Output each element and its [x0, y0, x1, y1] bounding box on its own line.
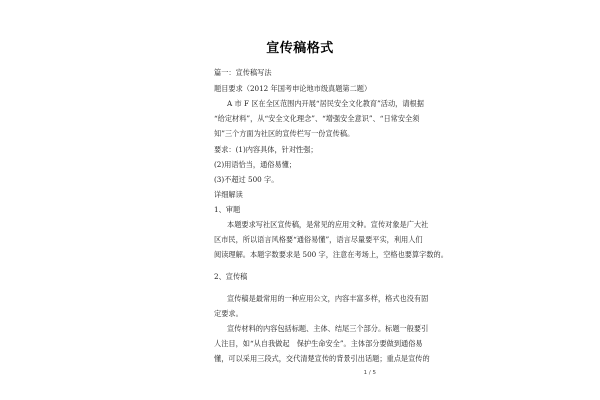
requirement-line: (3)不超过 500 字。: [214, 175, 279, 184]
paragraph-line: 本题要求写社区宣传稿，是常见的应用文种。宣传对象是广大社: [227, 220, 429, 229]
document-title: 宣传稿格式: [266, 41, 334, 56]
paragraph-line: 知”三个方面为社区的宣传栏写一份宣传稿。: [214, 129, 355, 138]
question-title: 题目要求（2012 年国考申论地市级真题第二题）: [214, 84, 372, 93]
paragraph-line: 人注目，如“从自我做起 保护生命安全”。主体部分要做到通俗易: [214, 339, 423, 348]
requirement-line: (2)用语恰当，通俗易懂；: [214, 160, 297, 169]
paragraph-line: “给定材料”，从“安全文化理念”、“增强安全意识”、“日常安全须: [214, 114, 420, 123]
page-number: 1 / 5: [363, 370, 376, 376]
section-heading: 1、审题: [214, 205, 241, 214]
section-heading: 详细解读: [214, 190, 243, 199]
paragraph-line: 宣传稿是最常用的一种应用公文，内容丰富多样，格式也没有固: [227, 294, 429, 303]
paragraph-line: 宣传材料的内容包括标题、主体、结尾三个部分。标题一般要引: [227, 324, 429, 333]
section-heading: 2、宣传稿: [214, 272, 248, 281]
section-heading: 篇一：宣传稿写法: [214, 68, 272, 77]
paragraph-line: 阅读理解。本题字数要求是 500 字，注意在考场上，空格也要算字数的。: [214, 250, 448, 259]
paragraph-line: 懂，可以采用三段式，交代清楚宣传的背景引出话题；重点是宣传的: [214, 354, 430, 363]
requirement-line: 要求：(1)内容具体，针对性强；: [214, 145, 318, 154]
paragraph-line: 定要求。: [214, 309, 243, 318]
paragraph-line: A 市 F 区在全区范围内开展“居民安全文化教育”活动，请根据: [227, 99, 424, 108]
paragraph-line: 区市民，所以语言风格要“通俗易懂”，语言尽量要平实，利用人们: [214, 235, 423, 244]
